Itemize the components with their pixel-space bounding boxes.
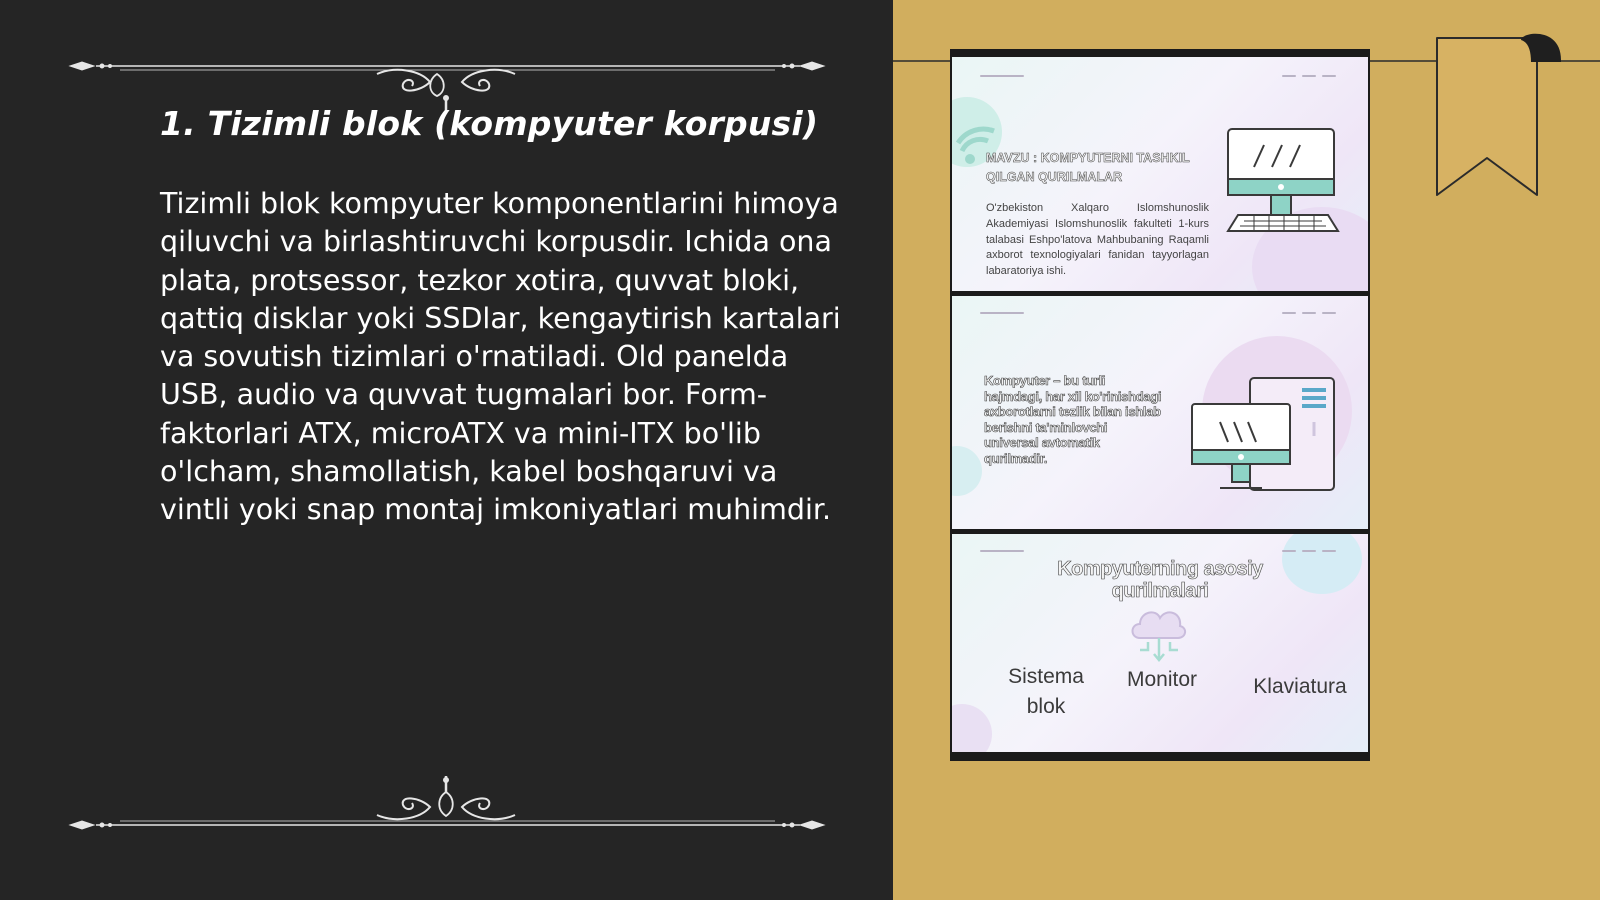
device-label-system-unit: Sistema blok: [1008, 665, 1084, 718]
slide-body-text: Tizimli blok kompyuter komponentlarini himoya qiluvchi va birlashtiruvchi korpusdir. Ichida ona plata, protsessor, tezkor xotira, quvvat bloki, qattiq disklar yoki SSDlar, kengaytirish kartalari va sovutish tizimlari o'rnatiladi. Old panelda USB, audio va quvvat tugmalari bor. Form-faktorlari ATX, microATX va mini-ITX bo'lib o'lcham, shamollatish, kabel boshqaruvi va vintli yoki snap montaj imkoniyatlari muhimdir.: [160, 187, 841, 527]
device-label-keyboard: Klaviatura: [1253, 675, 1347, 698]
thumbnail-slide-2: [952, 296, 1368, 529]
slide-title: 1. Tizimli blok (kompyuter korpusi): [160, 104, 819, 143]
cloud-network-icon: [1128, 602, 1190, 664]
desktop-computer-icon: [1224, 127, 1344, 249]
bottom-ornament-divider: [0, 770, 893, 840]
bookmark-ribbon-icon: [1433, 30, 1593, 200]
slide-thumbnail-stack: [950, 49, 1370, 761]
thumbnail-3-title: Kompyuterning asosiy qurilmalari: [1057, 558, 1263, 602]
thumbnail-2-body: Kompyuter – bu turli hajmdagi, har xil ko'rinishdagi axborotlarni tezlik bilan ishlab berishni ta'minlovchi universal avtomatik qurilmadir.: [984, 373, 1162, 466]
thumbnail-slide-1: [952, 57, 1368, 291]
top-ornament-divider: [0, 52, 893, 112]
thumbnail-slide-3: [952, 534, 1368, 752]
thumbnail-1-body: O'zbekiston Xalqaro Islomshunoslik Akademiyasi Islomshunoslik fakulteti 1-kurs talabasi Eshpo'latova Mahbubaning Raqamli axborot texnologiyalari fanidan tayyorlagan labaratoriya ishi.: [986, 202, 1209, 278]
computer-tower-icon: [1190, 374, 1350, 496]
thumbnail-1-title: MAVZU : KOMPYUTERNI TASHKIL QILGAN QURILMALAR: [986, 151, 1190, 184]
device-label-monitor: Monitor: [1126, 668, 1198, 691]
